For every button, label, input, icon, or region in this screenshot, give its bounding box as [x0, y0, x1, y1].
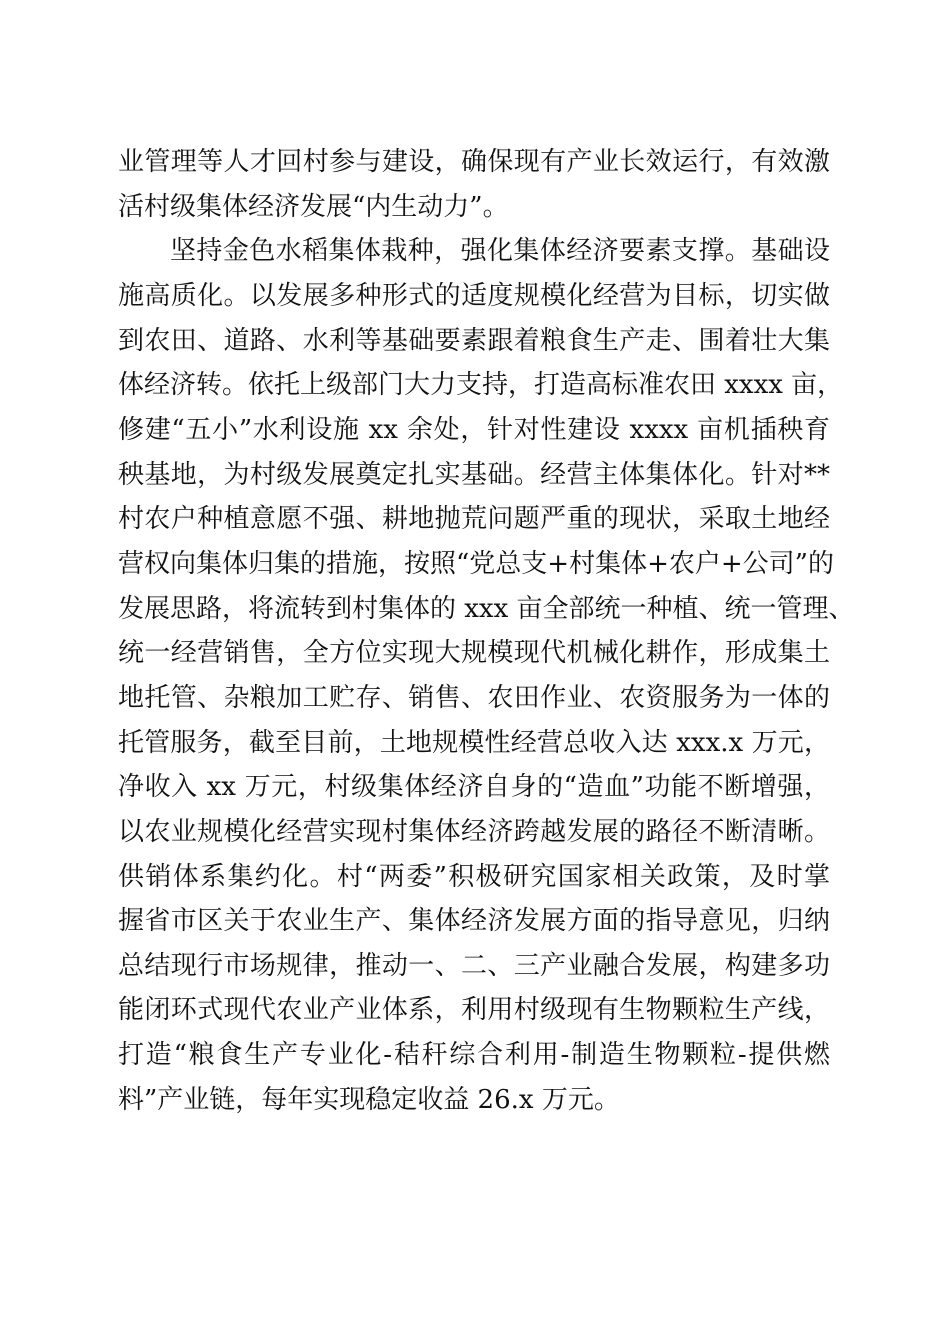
text-line: 托管服务，截至目前，土地规模性经营总收入达 xxx.x 万元，: [118, 727, 830, 758]
text-line: 村农户种植意愿不强、耕地抛荒问题严重的现状，采取土地经: [118, 504, 830, 535]
text-line: 秧基地，为村级发展奠定扎实基础。经营主体集体化。针对**: [118, 459, 830, 490]
paragraph-rice-planting: [118, 229, 855, 1122]
text-line: 业管理等人才回村参与建设，确保现有产业长效运行，有效激: [118, 147, 830, 177]
text-line: 体经济转。依托上级部门大力支持，打造高标准农田 xxxx 亩，: [118, 370, 844, 401]
text-line: 以农业规模化经营实现村集体经济跨越发展的路径不断清晰。: [118, 816, 830, 847]
text-line: 施高质化。以发展多种形式的适度规模化经营为目标，切实做: [118, 280, 830, 311]
text-line: 供销体系集约化。村“两委”积极研究国家相关政策，及时掌: [118, 861, 830, 892]
text-line: 能闭环式现代农业产业体系，利用村级现有生物颗粒生产线，: [118, 995, 830, 1026]
text-line: 发展思路，将流转到村集体的 xxx 亩全部统一种植、统一管理、: [118, 593, 855, 624]
text-line: 握省市区关于农业生产、集体经济发展方面的指导意见，归纳: [118, 906, 830, 937]
text-line: 地托管、杂粮加工贮存、销售、农田作业、农资服务为一体的: [118, 682, 830, 713]
text-line: 营权向集体归集的措施，按照“党总支+村集体+农户+公司”的: [118, 548, 834, 579]
body-text: [118, 140, 855, 1122]
text-line: 活村级集体经济发展“内生动力”。: [118, 191, 509, 222]
text-line: 统一经营销售，全方位实现大规模现代机械化耕作，形成集土: [118, 638, 830, 669]
text-line: 净收入 xx 万元，村级集体经济自身的“造血”功能不断增强，: [118, 772, 830, 803]
text-line: 总结现行市场规律，推动一、二、三产业融合发展，构建多功: [118, 950, 830, 981]
text-line: 修建“五小”水利设施 xx 余处，针对性建设 xxxx 亩机插秧育: [118, 414, 830, 445]
text-line: 打造“粮食生产专业化-秸秆综合利用-制造生物颗粒-提供燃: [118, 1040, 830, 1071]
text-line: 料”产业链，每年实现稳定收益 26.x 万元。: [118, 1084, 620, 1115]
paragraph-continuation: [118, 140, 830, 229]
text-line: 到农田、道路、水利等基础要素跟着粮食生产走、围着壮大集: [118, 325, 830, 356]
text-line: 坚持金色水稻集体栽种，强化集体经济要素支撑。基础设: [170, 236, 830, 267]
